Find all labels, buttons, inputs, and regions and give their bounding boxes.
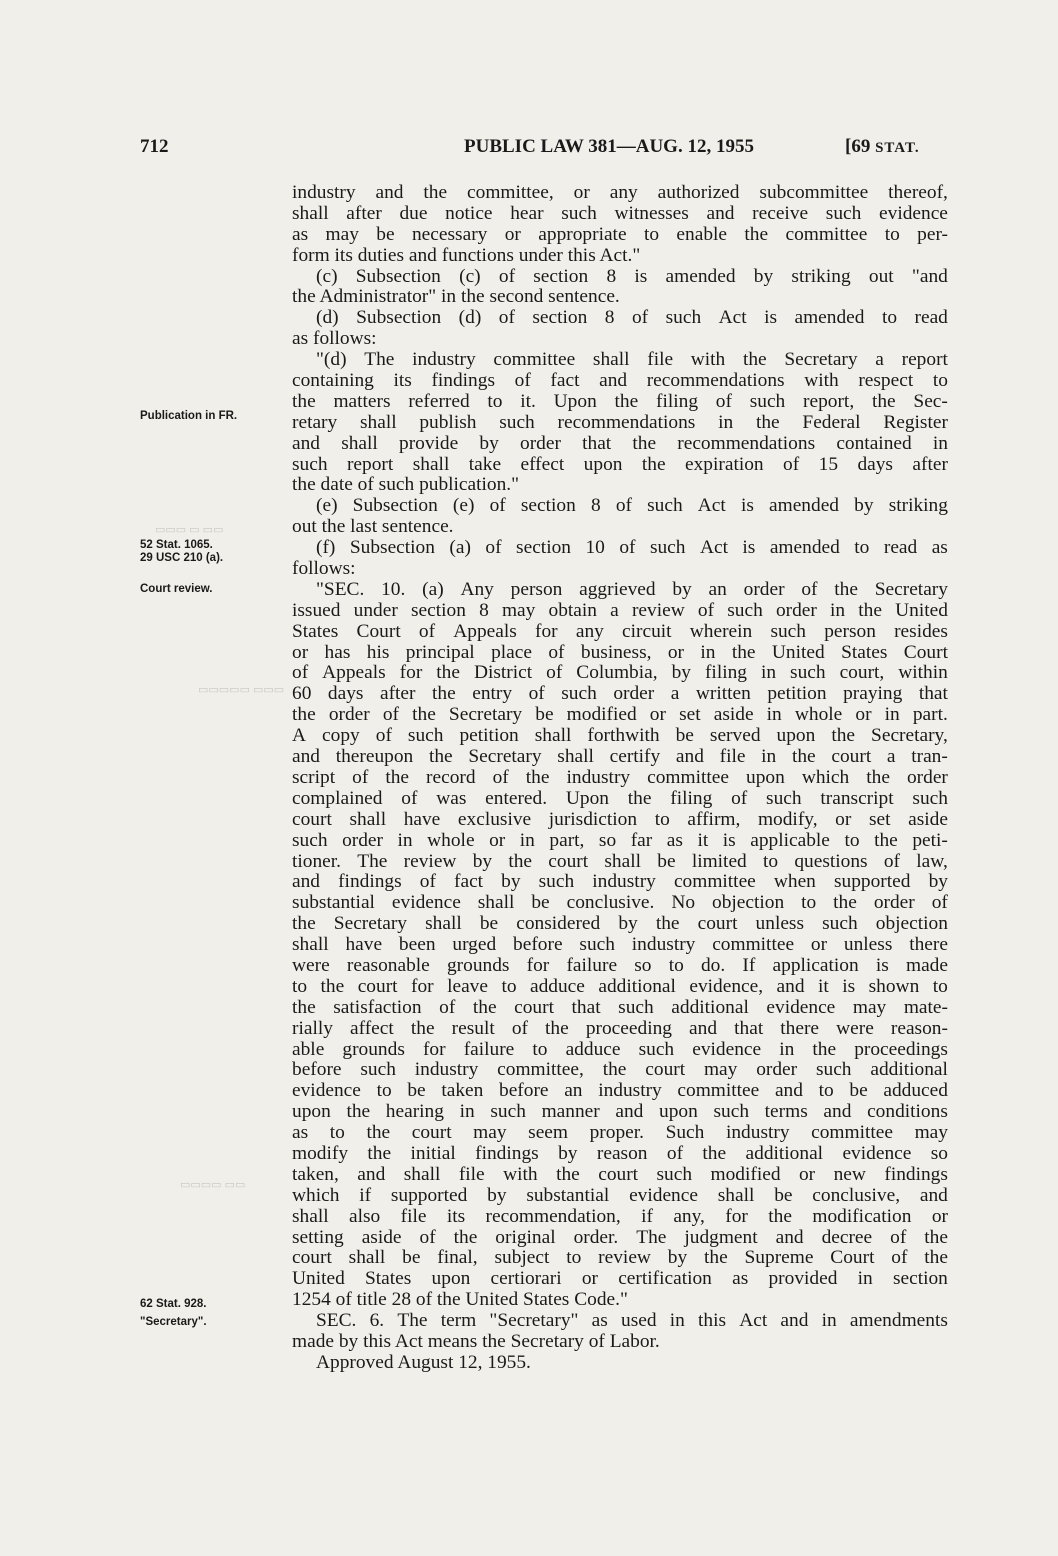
text-line: as may be necessary or appropriate to enable the committee to per- xyxy=(292,223,948,245)
text-line: United States upon certiorari or certification as provided in section xyxy=(292,1268,948,1290)
text-line: the satisfaction of the court that such additional evidence may mate- xyxy=(292,996,948,1018)
text-line: (e) Subsection (e) of section 8 of such Act is amended by striking xyxy=(316,495,948,517)
text-line: which if supported by substantial evidence shall be conclusive, and xyxy=(292,1184,948,1206)
margin-note-stat-928: 62 Stat. 928. xyxy=(140,1298,207,1310)
text-line: follows: xyxy=(292,558,356,580)
text-line: retary shall publish such recommendations in the Federal Register xyxy=(292,411,948,433)
text-line: to the court for leave to adduce additional evidence, and it is shown to xyxy=(292,975,948,997)
bleed-through-mark: ▭▭▭▭▭ ▭▭▭ xyxy=(198,684,285,696)
text-line: and findings of fact by such industry committee when supported by xyxy=(292,871,948,893)
text-line: made by this Act means the Secretary of Labor. xyxy=(292,1330,660,1352)
page-number: 712 xyxy=(140,136,169,157)
text-line: shall after due notice hear such witnesses and receive such evidence xyxy=(292,202,948,224)
text-line: court shall have exclusive jurisdiction to affirm, modify, or set aside xyxy=(292,808,948,830)
text-line: and shall provide by order that the recommendations contained in xyxy=(292,432,948,454)
text-line: "SEC. 10. (a) Any person aggrieved by an order of the Secretary xyxy=(316,578,948,600)
margin-note-usc: 29 USC 210 (a). xyxy=(140,552,224,564)
text-line: such report shall take effect upon the expiration of 15 days after xyxy=(292,453,948,475)
text-line: shall have been urged before such industry committee or unless there xyxy=(292,934,948,956)
text-line: modify the initial findings by reason of the additional evidence so xyxy=(292,1142,948,1164)
text-line: the Secretary shall be considered by the court unless such objection xyxy=(292,913,948,935)
text-line: containing its findings of fact and recommendations with respect to xyxy=(292,370,948,392)
statute-suffix: STAT. xyxy=(875,140,920,156)
text-line: were reasonable grounds for failure so to do. If application is made xyxy=(292,954,948,976)
text-line: the matters referred to it. Upon the filing of such report, the Sec- xyxy=(292,390,948,412)
text-line: before such industry committee, the court may order such additional xyxy=(292,1059,948,1081)
text-line: Approved August 12, 1955. xyxy=(316,1351,531,1373)
margin-note-court-review: Court review. xyxy=(140,583,213,595)
margin-note-stat-1065: 52 Stat. 1065. xyxy=(140,539,213,551)
page-header xyxy=(0,136,1058,168)
margin-note-secretary: "Secretary". xyxy=(140,1316,207,1328)
text-line: form its duties and functions under this Act." xyxy=(292,244,641,266)
text-line: substantial evidence shall be conclusive. No objection to the order of xyxy=(292,892,948,914)
text-line: and thereupon the Secretary shall certify and file in the court a tran- xyxy=(292,746,948,768)
text-line: States Court of Appeals for any circuit wherein such person resides xyxy=(292,620,948,642)
body-text xyxy=(292,183,948,1374)
text-line: the Administrator" in the second sentence. xyxy=(292,286,620,308)
text-line: "(d) The industry committee shall file with the Secretary a report xyxy=(316,349,948,371)
text-line: tioner. The review by the court shall be limited to questions of law, xyxy=(292,850,948,872)
text-line: as follows: xyxy=(292,328,377,350)
text-line: the order of the Secretary be modified or set aside in whole or in part. xyxy=(292,704,948,726)
text-line: issued under section 8 may obtain a review of such order in the United xyxy=(292,599,948,621)
text-line: A copy of such petition shall forthwith be served upon the Secretary, xyxy=(292,725,948,747)
text-line: 1254 of title 28 of the United States Code." xyxy=(292,1289,628,1311)
bleed-through-mark: ▭▭▭ ▭ ▭▭ xyxy=(155,524,224,536)
text-line: 60 days after the entry of such order a written petition praying that xyxy=(292,683,948,705)
text-line: court shall be final, subject to review by the Supreme Court of the xyxy=(292,1247,948,1269)
text-line: (c) Subsection (c) of section 8 is amended by striking out "and xyxy=(316,265,948,287)
text-line: SEC. 6. The term "Secretary" as used in this Act and in amendments xyxy=(316,1310,948,1332)
text-line: able grounds for failure to adduce such evidence in the proceedings xyxy=(292,1038,948,1060)
text-line: as to the court may seem proper. Such industry committee may xyxy=(292,1122,948,1144)
text-line: out the last sentence. xyxy=(292,516,454,538)
text-line: shall also file its recommendation, if any, for the modification or xyxy=(292,1205,948,1227)
text-line: setting aside of the original order. The judgment and decree of the xyxy=(292,1226,948,1248)
text-line: evidence to be taken before an industry committee and to be adduced xyxy=(292,1080,948,1102)
text-line: such order in whole or in part, so far as it is applicable to the peti- xyxy=(292,829,948,851)
margin-note-publication: Publication in FR. xyxy=(140,410,238,422)
text-line: or has his principal place of business, or in the United States Court xyxy=(292,641,948,663)
text-line: of Appeals for the District of Columbia, by filing in such court, within xyxy=(292,662,948,684)
text-line: (d) Subsection (d) of section 8 of such Act is amended to read xyxy=(316,307,948,329)
text-line: upon the hearing in such manner and upon such terms and conditions xyxy=(292,1101,948,1123)
text-line: complained of was entered. Upon the filing of such transcript such xyxy=(292,787,948,809)
text-line: the date of such publication." xyxy=(292,474,520,496)
statute-reference xyxy=(845,136,920,158)
text-line: industry and the committee, or any authorized subcommittee thereof, xyxy=(292,182,948,203)
bleed-through-mark: ▭▭▭▭ ▭▭ xyxy=(180,1179,246,1191)
statute-prefix: [69 xyxy=(845,136,876,157)
text-line: script of the record of the industry committee upon which the order xyxy=(292,766,948,788)
running-title: PUBLIC LAW 381—AUG. 12, 1955 xyxy=(464,136,754,157)
text-line: (f) Subsection (a) of section 10 of such Act is amended to read as xyxy=(316,537,948,559)
text-line: rially affect the result of the proceeding and that there were reason- xyxy=(292,1017,948,1039)
text-line: taken, and shall file with the court such modified or new findings xyxy=(292,1163,948,1185)
